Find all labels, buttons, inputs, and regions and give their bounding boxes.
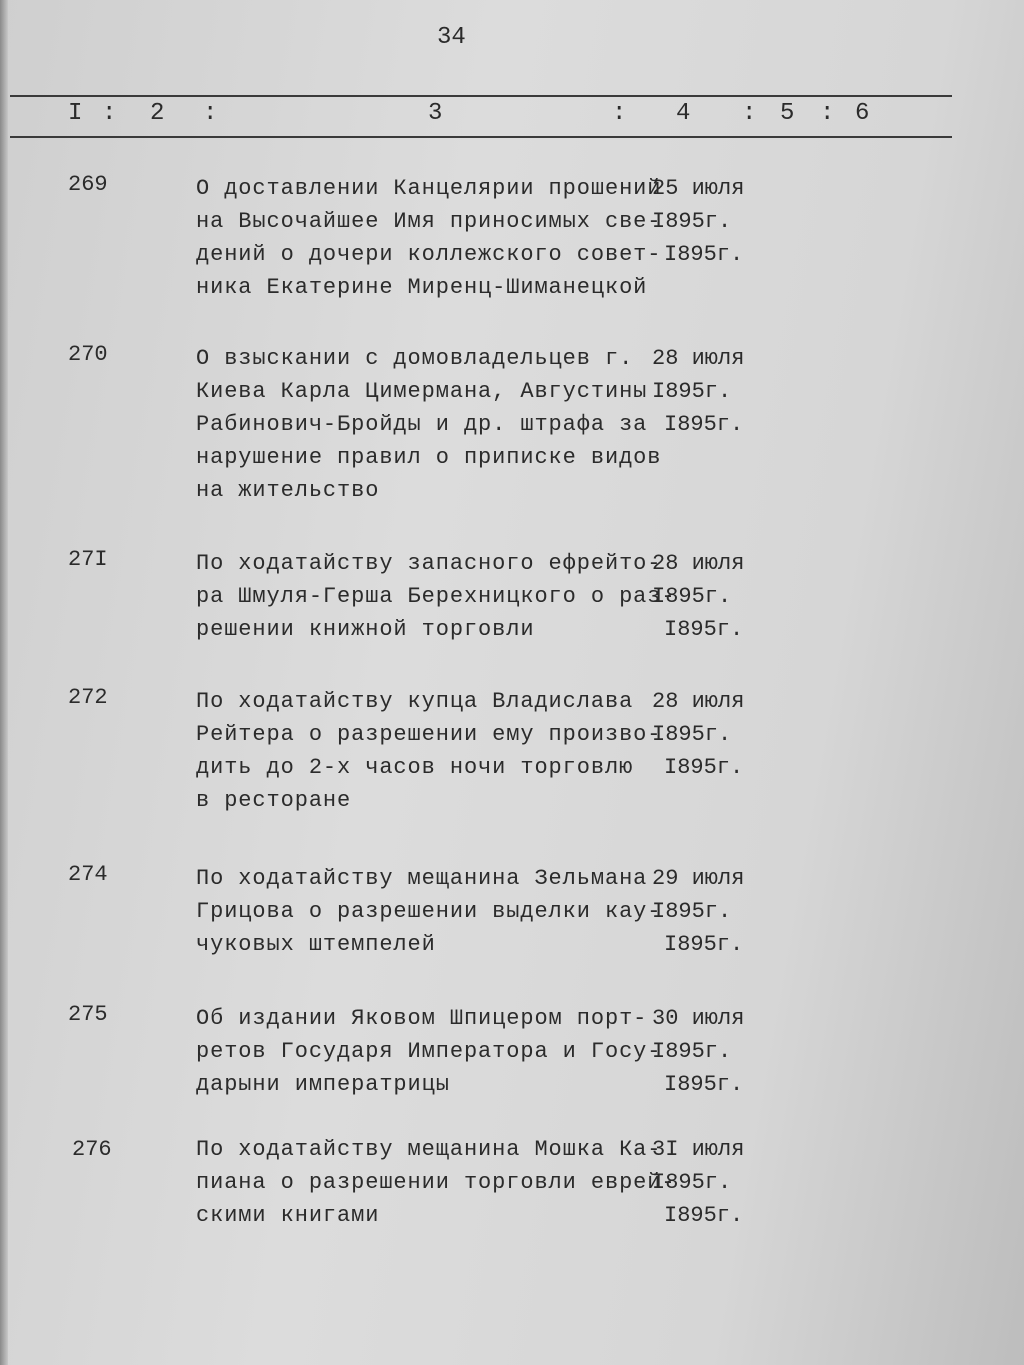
page-edge [0, 0, 8, 1365]
column-separator: : [612, 100, 627, 127]
entry-description [196, 342, 661, 507]
column-separator: : [742, 100, 757, 127]
description-line: Рейтера о разрешении ему произво- [196, 722, 662, 747]
date-line: I895г. [652, 379, 732, 404]
entry-number: 270 [68, 342, 108, 367]
description-line: Киева Карла Цимермана, Августины [196, 379, 648, 404]
date-line: 28 июля [652, 551, 745, 576]
entry-number: 276 [72, 1137, 112, 1162]
page-number: 34 [437, 24, 466, 51]
description-line: на Высочайшее Имя приносимых све- [196, 209, 662, 234]
date-line: I895г. [664, 755, 744, 780]
date-line: I895г. [652, 1170, 732, 1195]
date-line: I895г. [652, 1039, 732, 1064]
entry-dates [652, 172, 744, 271]
date-line: 28 июля [652, 346, 745, 371]
description-line: Рабинович-Бройды и др. штрафа за [196, 412, 648, 437]
description-line: О доставлении Канцелярии прошений [196, 176, 662, 201]
entry-dates [652, 862, 744, 961]
entry-dates [652, 547, 744, 646]
entry-number: 269 [68, 172, 108, 197]
description-line: дений о дочери коллежского совет- [196, 242, 662, 267]
description-line: чуковых штемпелей [196, 932, 436, 957]
description-line: пиана о разрешении торговли еврей- [196, 1170, 676, 1195]
description-line: По ходатайству мещанина Зельмана [196, 866, 648, 891]
entry-description [196, 547, 675, 646]
entry-dates [652, 685, 744, 784]
description-line: в ресторане [196, 788, 352, 813]
entry-number: 27I [68, 547, 108, 572]
date-line: I895г. [664, 932, 744, 957]
table-header-top-rule [10, 95, 952, 97]
table-header-bottom-rule [10, 136, 952, 138]
entry-dates [652, 1133, 744, 1232]
entry-description [196, 862, 661, 961]
entry-description [196, 685, 661, 817]
date-line: 30 июля [652, 1006, 745, 1031]
description-line: скими книгами [196, 1203, 380, 1228]
description-line: ретов Государя Императора и Госу- [196, 1039, 662, 1064]
column-header: 3 [428, 100, 443, 127]
date-line: I895г. [652, 584, 732, 609]
description-line: нарушение правил о приписке видов [196, 445, 662, 470]
column-header: 5 [780, 100, 795, 127]
date-line: 29 июля [652, 866, 745, 891]
entry-dates [652, 342, 744, 441]
column-separator: : [820, 100, 835, 127]
description-line: Об издании Яковом Шпицером порт- [196, 1006, 648, 1031]
date-line: I895г. [664, 242, 744, 267]
column-separator: : [102, 100, 117, 127]
description-line: По ходатайству купца Владислава [196, 689, 634, 714]
date-line: I895г. [652, 722, 732, 747]
description-line: ника Екатерине Миренц-Шиманецкой [196, 275, 648, 300]
description-line: дарыни императрицы [196, 1072, 450, 1097]
entry-number: 274 [68, 862, 108, 887]
description-line: ра Шмуля-Герша Берехницкого о раз- [196, 584, 676, 609]
column-header: 4 [676, 100, 691, 127]
entry-description [196, 1002, 661, 1101]
date-line: I895г. [664, 1203, 744, 1228]
date-line: I895г. [664, 1072, 744, 1097]
date-line: 25 июля [652, 176, 745, 201]
column-header: I [68, 100, 83, 127]
description-line: По ходатайству запасного ефрейто- [196, 551, 662, 576]
description-line: решении книжной торговли [196, 617, 535, 642]
description-line: О взыскании с домовладельцев г. [196, 346, 634, 371]
description-line: на жительство [196, 478, 380, 503]
column-header: 6 [855, 100, 870, 127]
entry-description [196, 172, 661, 304]
entry-number: 272 [68, 685, 108, 710]
entry-dates [652, 1002, 744, 1101]
date-line: 28 июля [652, 689, 745, 714]
column-separator: : [203, 100, 218, 127]
description-line: дить до 2-х часов ночи торговлю [196, 755, 634, 780]
column-header: 2 [150, 100, 165, 127]
entry-number: 275 [68, 1002, 108, 1027]
entry-description [196, 1133, 675, 1232]
date-line: I895г. [664, 412, 744, 437]
date-line: I895г. [652, 899, 732, 924]
date-line: I895г. [664, 617, 744, 642]
date-line: 3I июля [652, 1137, 745, 1162]
date-line: I895г. [652, 209, 732, 234]
description-line: По ходатайству мещанина Мошка Ка- [196, 1137, 662, 1162]
description-line: Грицова о разрешении выделки кау- [196, 899, 662, 924]
